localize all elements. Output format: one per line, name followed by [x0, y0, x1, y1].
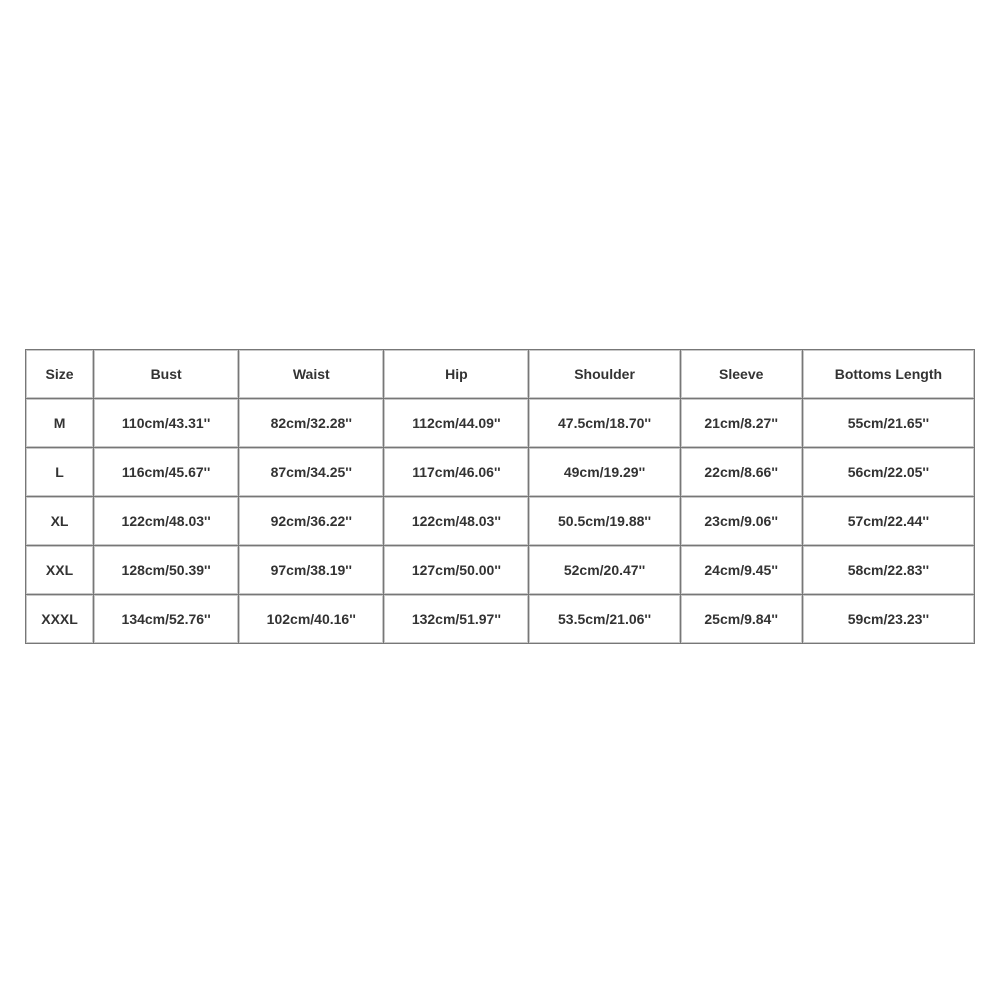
cell-size: L — [26, 448, 93, 496]
cell-sleeve: 23cm/9.06'' — [681, 497, 802, 545]
header-shoulder: Shoulder — [529, 350, 679, 398]
cell-bottoms-length: 55cm/21.65'' — [803, 399, 974, 447]
cell-bust: 134cm/52.76'' — [94, 595, 238, 643]
table-row — [26, 399, 974, 447]
header-sleeve: Sleeve — [681, 350, 802, 398]
cell-bust: 116cm/45.67'' — [94, 448, 238, 496]
cell-size: XXXL — [26, 595, 93, 643]
header-hip: Hip — [384, 350, 528, 398]
cell-bottoms-length: 58cm/22.83'' — [803, 546, 974, 594]
cell-shoulder: 52cm/20.47'' — [529, 546, 679, 594]
table-row — [26, 546, 974, 594]
cell-bottoms-length: 56cm/22.05'' — [803, 448, 974, 496]
cell-bust: 128cm/50.39'' — [94, 546, 238, 594]
cell-bottoms-length: 57cm/22.44'' — [803, 497, 974, 545]
cell-hip: 127cm/50.00'' — [384, 546, 528, 594]
cell-sleeve: 24cm/9.45'' — [681, 546, 802, 594]
cell-waist: 102cm/40.16'' — [239, 595, 383, 643]
cell-shoulder: 53.5cm/21.06'' — [529, 595, 679, 643]
table-row — [26, 497, 974, 545]
cell-sleeve: 22cm/8.66'' — [681, 448, 802, 496]
cell-sleeve: 21cm/8.27'' — [681, 399, 802, 447]
cell-waist: 87cm/34.25'' — [239, 448, 383, 496]
cell-shoulder: 50.5cm/19.88'' — [529, 497, 679, 545]
cell-waist: 97cm/38.19'' — [239, 546, 383, 594]
table-row — [26, 595, 974, 643]
cell-bottoms-length: 59cm/23.23'' — [803, 595, 974, 643]
table-row — [26, 448, 974, 496]
cell-size: M — [26, 399, 93, 447]
cell-shoulder: 49cm/19.29'' — [529, 448, 679, 496]
cell-hip: 112cm/44.09'' — [384, 399, 528, 447]
cell-size: XL — [26, 497, 93, 545]
header-bust: Bust — [94, 350, 238, 398]
cell-hip: 117cm/46.06'' — [384, 448, 528, 496]
cell-hip: 132cm/51.97'' — [384, 595, 528, 643]
cell-hip: 122cm/48.03'' — [384, 497, 528, 545]
cell-size: XXL — [26, 546, 93, 594]
cell-waist: 92cm/36.22'' — [239, 497, 383, 545]
cell-bust: 122cm/48.03'' — [94, 497, 238, 545]
cell-waist: 82cm/32.28'' — [239, 399, 383, 447]
cell-bust: 110cm/43.31'' — [94, 399, 238, 447]
header-size: Size — [26, 350, 93, 398]
cell-sleeve: 25cm/9.84'' — [681, 595, 802, 643]
header-bottoms-length: Bottoms Length — [803, 350, 974, 398]
size-chart-table — [25, 349, 975, 644]
cell-shoulder: 47.5cm/18.70'' — [529, 399, 679, 447]
header-row — [26, 350, 974, 398]
header-waist: Waist — [239, 350, 383, 398]
